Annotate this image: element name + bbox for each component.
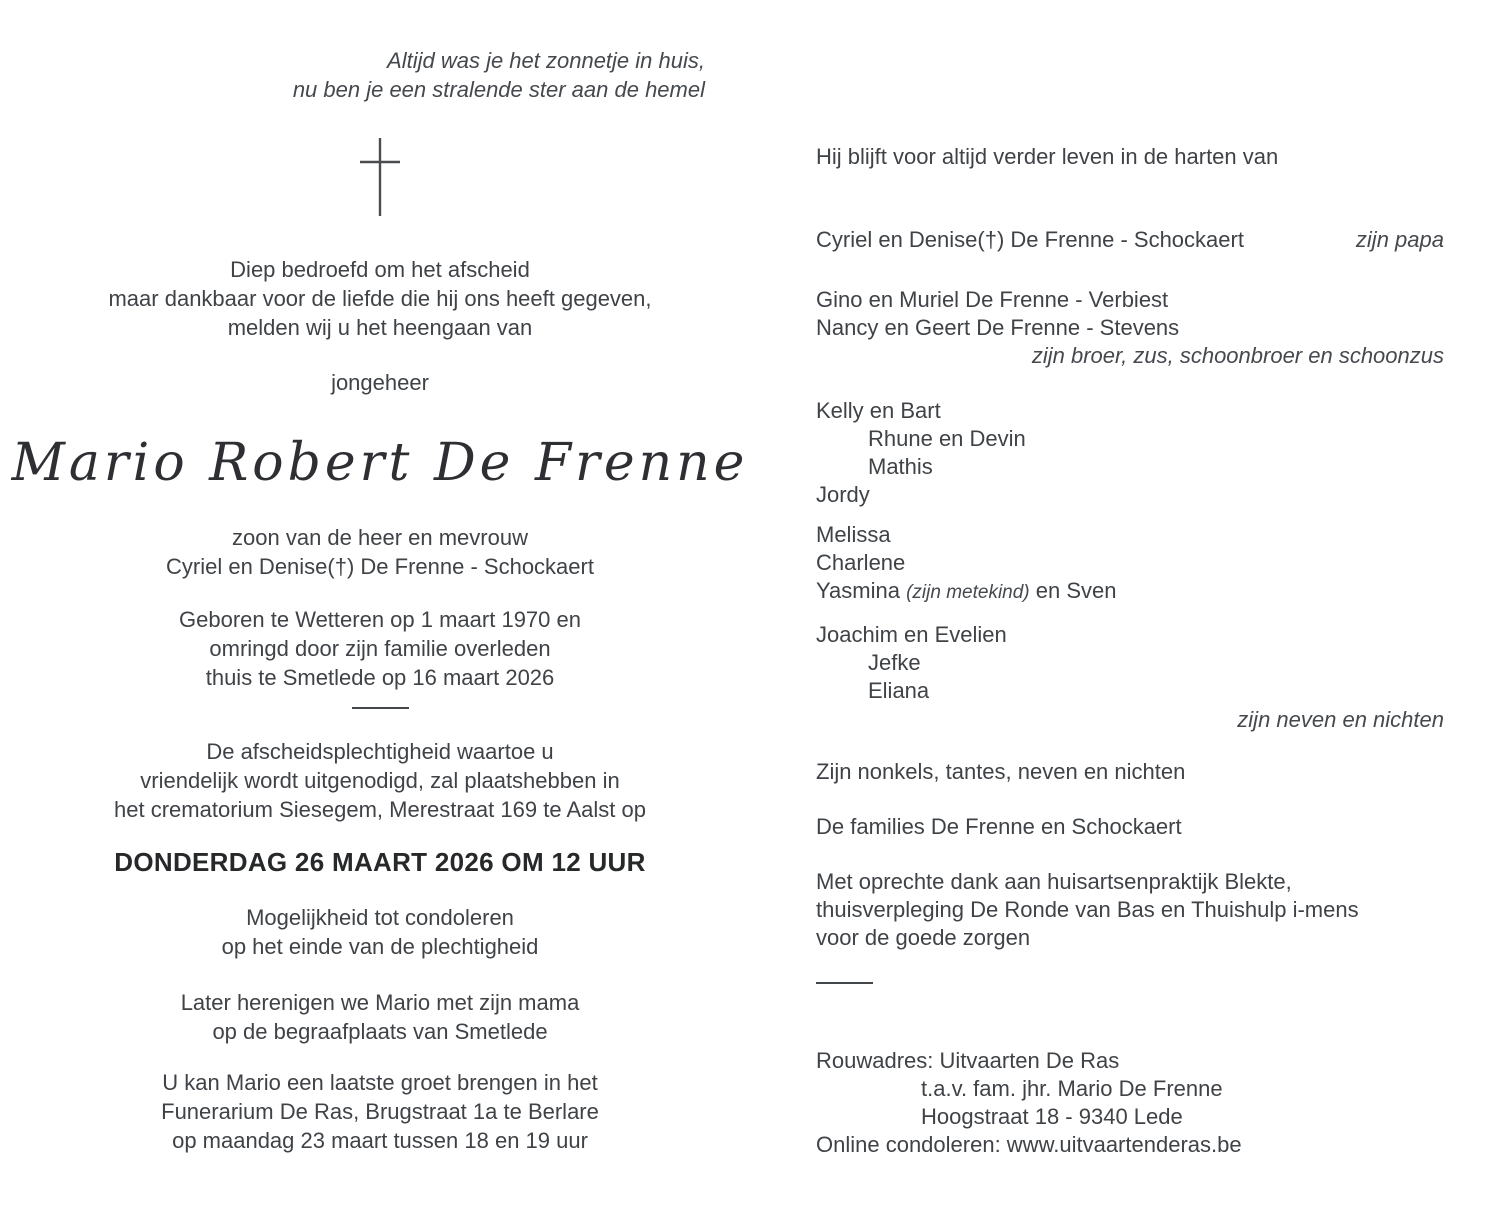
nephews-relation: zijn neven en nichten bbox=[1237, 707, 1444, 732]
intro-line: Diep bedroefd om het afscheid bbox=[230, 257, 530, 282]
relative-name: Yasmina bbox=[816, 578, 900, 603]
salutation: jongeheer bbox=[331, 370, 429, 395]
birth-death-line: thuis te Smetlede op 16 maart 2026 bbox=[205, 665, 555, 690]
siblings-group bbox=[816, 286, 1444, 370]
opening-quote bbox=[0, 46, 760, 104]
ceremony-line: De afscheidsplechtigheid waartoe u bbox=[206, 739, 554, 764]
visitation-line: U kan Mario een laatste groet brengen in het bbox=[162, 1070, 598, 1095]
reunion-line: Later herenigen we Mario met zijn mama bbox=[180, 990, 580, 1015]
sibling-name: Gino en Muriel De Frenne - Verbiest bbox=[816, 287, 1169, 312]
relative-name: Mathis bbox=[868, 454, 933, 479]
relative-name: Melissa bbox=[816, 522, 891, 547]
birth-death-info bbox=[0, 605, 760, 692]
families-line: De families De Frenne en Schockaert bbox=[816, 814, 1182, 839]
reunion-info bbox=[0, 988, 760, 1046]
thanks-text bbox=[816, 868, 1444, 952]
parents-line: Cyriel en Denise(†) De Frenne - Schockaert bbox=[166, 554, 594, 579]
relative-name: Rhune en Devin bbox=[868, 426, 1026, 451]
relative-name: Eliana bbox=[868, 678, 930, 703]
parents-info bbox=[0, 523, 760, 581]
left-column bbox=[0, 0, 760, 1155]
father-row bbox=[816, 226, 1444, 254]
relative-name: Joachim en Evelien bbox=[816, 622, 1007, 647]
condolence-info bbox=[0, 903, 760, 961]
cross-icon bbox=[359, 138, 401, 216]
sibling-name: Nancy en Geert De Frenne - Stevens bbox=[816, 315, 1180, 340]
relative-name: Kelly en Bart bbox=[816, 398, 941, 423]
condolence-line: Mogelijkheid tot condoleren bbox=[246, 905, 514, 930]
section-divider bbox=[816, 982, 873, 984]
visitation-info bbox=[0, 1068, 760, 1155]
parents-line: zoon van de heer en mevrouw bbox=[232, 525, 528, 550]
mourning-address bbox=[816, 1047, 1444, 1159]
nephews-group-2 bbox=[816, 521, 1444, 607]
deceased-name: Mario Robert De Frenne bbox=[11, 433, 749, 493]
ceremony-datetime: DONDERDAG 26 MAART 2026 OM 12 UUR bbox=[114, 847, 646, 877]
father-name: Cyriel en Denise(†) De Frenne - Schockaert bbox=[816, 227, 1244, 252]
relative-name: en Sven bbox=[1035, 578, 1117, 603]
announcement-intro bbox=[0, 255, 760, 342]
siblings-relation: zijn broer, zus, schoonbroer en schoonzus bbox=[1031, 343, 1444, 368]
uncles-line: Zijn nonkels, tantes, neven en nichten bbox=[816, 759, 1186, 784]
reunion-line: op de begraafplaats van Smetlede bbox=[212, 1019, 548, 1044]
visitation-line: op maandag 23 maart tussen 18 en 19 uur bbox=[172, 1128, 588, 1153]
birth-death-line: Geboren te Wetteren op 1 maart 1970 en bbox=[179, 607, 581, 632]
birth-death-line: omringd door zijn familie overleden bbox=[209, 636, 551, 661]
memorial-header: Hij blijft voor altijd verder leven in de harten van bbox=[816, 144, 1279, 169]
thanks-line: voor de goede zorgen bbox=[816, 925, 1031, 950]
thanks-line: thuisverpleging De Ronde van Bas en Thuishulp i-mens bbox=[816, 897, 1359, 922]
godchild-note: (zijn metekind) bbox=[906, 582, 1030, 603]
father-relation: zijn papa bbox=[1355, 227, 1444, 252]
ceremony-info bbox=[0, 737, 760, 824]
mourning-address-line: Hoogstraat 18 - 9340 Lede bbox=[921, 1104, 1183, 1129]
condolence-line: op het einde van de plechtigheid bbox=[221, 934, 539, 959]
quote-line: nu ben je een stralende ster aan de hemel bbox=[292, 77, 705, 102]
right-column bbox=[816, 0, 1444, 1159]
thanks-line: Met oprechte dank aan huisartsenpraktijk Blekte, bbox=[816, 869, 1292, 894]
relative-name: Charlene bbox=[816, 550, 906, 575]
relative-name-godchild bbox=[816, 577, 1444, 607]
ceremony-line: het crematorium Siesegem, Merestraat 169 te Aalst op bbox=[114, 797, 646, 822]
nephews-group-1 bbox=[816, 397, 1444, 509]
visitation-line: Funerarium De Ras, Brugstraat 1a te Berlare bbox=[161, 1099, 599, 1124]
mourning-address-line: Rouwadres: Uitvaarten De Ras bbox=[816, 1048, 1120, 1073]
ceremony-line: vriendelijk wordt uitgenodigd, zal plaatshebben in bbox=[140, 768, 620, 793]
condolence-website-line: Online condoleren: www.uitvaartenderas.be bbox=[816, 1132, 1242, 1157]
relative-name: Jefke bbox=[868, 650, 921, 675]
intro-line: melden wij u het heengaan van bbox=[227, 315, 533, 340]
mourning-address-line: t.a.v. fam. jhr. Mario De Frenne bbox=[921, 1076, 1223, 1101]
nephews-group-3 bbox=[816, 621, 1444, 705]
cross-icon-wrap bbox=[0, 138, 760, 216]
quote-line: Altijd was je het zonnetje in huis, bbox=[387, 48, 705, 73]
relative-name: Jordy bbox=[816, 482, 870, 507]
section-divider bbox=[352, 707, 409, 709]
intro-line: maar dankbaar voor de liefde die hij ons heeft gegeven, bbox=[108, 286, 652, 311]
